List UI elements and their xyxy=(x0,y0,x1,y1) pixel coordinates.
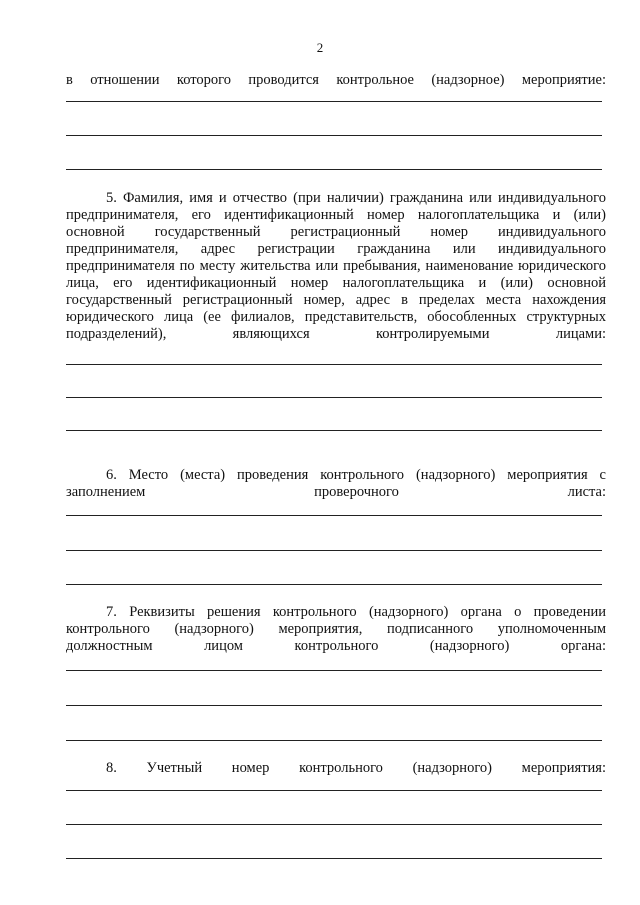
page-number: 2 xyxy=(316,40,324,55)
item-5-paragraph: 5. Фамилия, имя и отчество (при наличии) гражданина или индивидуального предпринимателя, его идентификационный номер налогоплательщика и (или) основной государственный регистрационный номер индивидуального предпринимателя, адрес регистрации гражданина или индивидуального предпринимателя по месту жительства или пребывания, наименование юридического лица, его идентификационный номер налогоплательщика и (или) основной государственный регистрационный номер, адрес в пределах места нахождения юридического лица (ее филиалов, представительств, обособленных структурных подразделений), являющихся контролируемыми лицами: xyxy=(66,190,606,342)
item-6-text xyxy=(66,467,606,501)
intro-text: в отношении которого проводится контрольное (надзорное) мероприятие: xyxy=(66,72,606,88)
fill-line xyxy=(66,397,602,398)
fill-line xyxy=(66,101,602,102)
fill-line xyxy=(66,705,602,706)
fill-line xyxy=(66,740,602,741)
fill-line xyxy=(66,790,602,791)
fill-line xyxy=(66,824,602,825)
item-6-paragraph: 6. Место (места) проведения контрольного (надзорного) мероприятия с заполнением проверочного листа: xyxy=(66,467,606,500)
fill-line xyxy=(66,169,602,170)
fill-line xyxy=(66,364,602,365)
item-8-paragraph: 8. Учетный номер контрольного (надзорного) мероприятия: xyxy=(106,760,606,776)
fill-line xyxy=(66,670,602,671)
item-8-text xyxy=(66,760,606,777)
item-7-text xyxy=(66,604,606,655)
item-7-paragraph: 7. Реквизиты решения контрольного (надзорного) органа о проведении контрольного (надзорного) мероприятия, подписанного уполномоченным должностным лицом контрольного (надзорного) органа: xyxy=(66,604,606,654)
fill-line xyxy=(66,584,602,585)
item-5-text xyxy=(66,190,606,343)
fill-line xyxy=(66,515,602,516)
fill-line xyxy=(66,430,602,431)
fill-line xyxy=(66,135,602,136)
fill-line xyxy=(66,858,602,859)
fill-line xyxy=(66,550,602,551)
